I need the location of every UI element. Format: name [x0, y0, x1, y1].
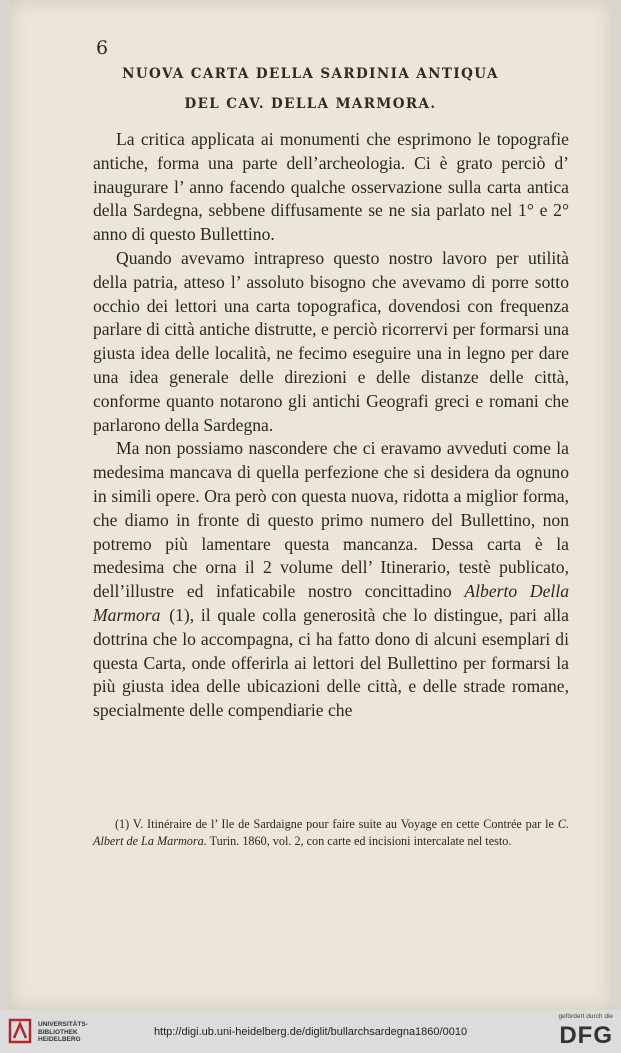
page-number: 6 [96, 37, 109, 59]
paragraph-3-text: Ma non possiamo nascondere che ci eravamo avveduti come la medesima mancava di quella perfezione che si desidera da ognuno in simili opere. Ora però con questa nuova, ridotta a miglior forma, che diamo in fronte di questo primo numero del Bullettino, non potremo più lamentare questa mancanza. Dessa carta è la medesima che orna il 2 volume dell’ Itinerario, testè publicato, dell’illustre ed infaticabile nostro concittadino [93, 438, 569, 602]
footnote-author: C. Albert de La Marmora. [93, 817, 569, 848]
paragraph-1: La critica applicata ai monumenti che esprimono le topografie antiche, forma una parte dell’archeologia. Ci è grato perciò d’ inaugurare l’ anno facendo qualche osservazione sulla carta antica della Sardegna, sebbene diffusamente se ne sia parlato nel 1° e 2° anno di questo Bullettino. [93, 129, 569, 245]
footnote-reference: (1) [169, 604, 190, 625]
article-body [93, 128, 569, 723]
paragraph-3 [93, 437, 569, 723]
paragraph-2: Quando avevamo intrapreso questo nostro lavoro per utilità della patria, atteso l’ assoluto bisogno che avevamo di porre sotto occhio dei lettori una carta topografica, dovendosi con frequenza parlare di città antiche distrutte, e perciò ricorrervi per formarsi una giusta idea delle località, ne fecimo eseguire una in legno per dare una idea generale delle direzioni e delle distanze delle città, conforme quanto notarono gli antichi Geografi greci e romani che parlarono della Sardegna. [93, 247, 569, 435]
article-subtitle: DEL CAV. DELLA MARMORA. [184, 96, 437, 112]
viewer-footer [0, 1010, 621, 1053]
permalink-url[interactable]: http://digi.ub.uni-heidelberg.de/diglit/bullarchsardegna1860/0010 [153, 1026, 468, 1038]
institution-name: UNIVERSITÄTS- BIBLIOTHEK HEIDELBERG [38, 1021, 88, 1044]
footnote-text-a: (1) V. Itinéraire de l’ Ile de Sardaigne pour faire suite au Voyage en cette Contrée par le [115, 817, 554, 831]
funding-note: gefördert durch die [558, 1013, 613, 1020]
author-name: Alberto Della Marmora [93, 581, 570, 625]
dfg-logo: DFG [559, 1022, 613, 1049]
footnote [93, 816, 569, 849]
footnote-text-b: Turin. 1860, vol. 2, con carte ed incisioni intercalate nel testo. [209, 833, 512, 848]
article-title: NUOVA CARTA DELLA SARDINIA ANTIQUA [122, 66, 499, 82]
paragraph-3-continuation: , il quale colla generosità che lo distingue, pari alla dottrina che lo accompagna, ci ha fatto dono di alcuni esemplari di questa Carta, onde offerirla ai lettori del Bullettino per formarsi la più giusta idea delle ubicazioni delle città, e delle strade romane, specialmente delle compendiarie che [93, 604, 569, 721]
